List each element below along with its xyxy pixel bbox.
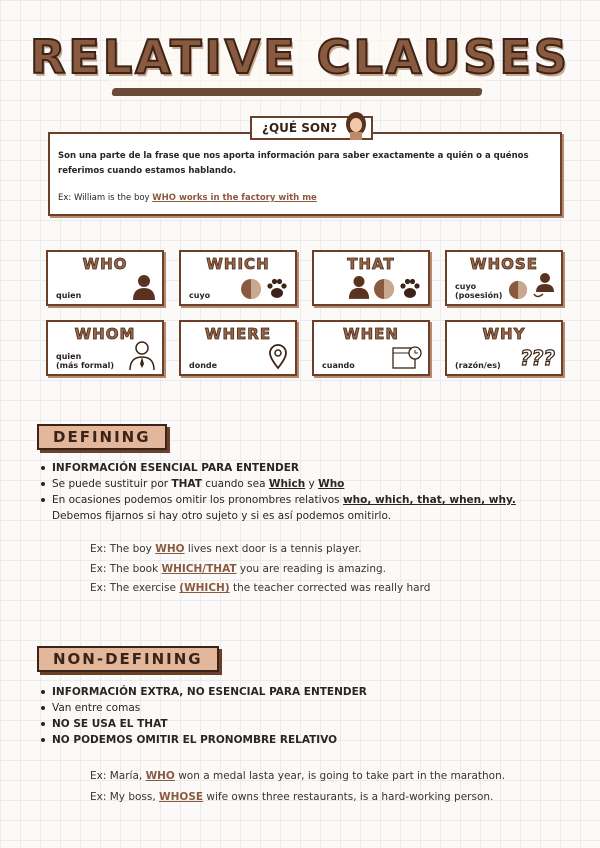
card-word: WHO [82, 255, 128, 273]
bullet-text: Which [268, 478, 306, 490]
ball-icon [373, 278, 395, 300]
question-marks-icon: ??? [520, 346, 555, 370]
list-item [38, 732, 558, 748]
definition-example-highlight: WHO works in the factory with me [152, 193, 317, 203]
non-defining-bullet: Van entre comas [52, 702, 141, 714]
card-meaning: cuyo (posesión) [455, 282, 503, 300]
list-item [38, 476, 558, 492]
card-why [445, 320, 563, 376]
non-defining-bullet: INFORMACIÓN EXTRA, NO ESENCIAL PARA ENTENDER [52, 686, 367, 698]
bullet-text: Who [318, 478, 345, 490]
card-meaning: quien [56, 291, 82, 300]
card-word: WHICH [206, 255, 270, 273]
definition-example [58, 192, 317, 204]
card-meaning: cuando [322, 361, 355, 370]
card-who [46, 250, 164, 306]
non-defining-example-1: Ex: María, WHO won a medal lasta year, is going to take part in the marathon. [90, 770, 506, 782]
paw-icon [265, 276, 289, 300]
bullet-text: Debemos fijarnos si hay otro sujeto y si es así podemos omitirlo. [52, 510, 392, 522]
calendar-icon [392, 344, 422, 370]
bullet-text: En ocasiones podemos omitir los pronombres relativos [52, 494, 343, 506]
defining-list [38, 460, 558, 524]
person-icon [132, 274, 156, 300]
definition-example-prefix: Ex: William is the boy [58, 193, 153, 203]
card-word: THAT [347, 255, 395, 273]
card-meaning: donde [189, 361, 218, 370]
card-word: WHY [482, 325, 526, 343]
non-defining-example-2: Ex: My boss, WHOSE wife owns three restaurants, is a hard-working person. [90, 791, 494, 803]
ball-icon [508, 280, 528, 300]
definition-tag-label: ¿QUÉ SON? [262, 121, 338, 135]
card-word: WHERE [204, 325, 272, 343]
location-pin-icon [267, 344, 289, 370]
paw-icon [398, 276, 422, 300]
non-defining-bullet: NO PODEMOS OMITIR EL PRONOMBRE RELATIVO [52, 734, 338, 746]
list-item [38, 492, 558, 524]
list-item [38, 684, 558, 700]
card-which [179, 250, 297, 306]
defining-bullet-1: INFORMACIÓN ESENCIAL PARA ENTENDER [52, 462, 299, 474]
card-word: WHOM [74, 325, 136, 343]
card-whose [445, 250, 563, 306]
card-whom [46, 320, 164, 376]
defining-example-1: Ex: The boy WHO lives next door is a tennis player. [90, 543, 362, 555]
list-item [38, 460, 558, 476]
bullet-text: who, which, that, when, why. [342, 494, 516, 506]
non-defining-list [38, 684, 558, 748]
defining-heading: DEFINING [37, 424, 167, 450]
bullet-text: Se puede sustituir por [52, 478, 172, 490]
businessman-icon [128, 340, 156, 370]
list-item [38, 716, 558, 732]
card-word: WHOSE [470, 255, 538, 273]
defining-example-2: Ex: The book WHICH/THAT you are reading is amazing. [90, 563, 386, 575]
title-underline [111, 88, 482, 96]
card-meaning: quien (más formal) [56, 352, 114, 370]
page-title: RELATIVE CLAUSES [29, 30, 570, 84]
defining-example-3: Ex: The exercise (WHICH) the teacher corrected was really hard [90, 582, 431, 594]
definition-text: Son una parte de la frase que nos aporta información para saber exactamente a quién o a quénos referimos cuando estamos hablando. [58, 151, 529, 176]
card-word: WHEN [343, 325, 399, 343]
bullet-text: THAT [171, 478, 202, 490]
girl-avatar-icon [343, 112, 369, 140]
card-that [312, 250, 430, 306]
card-meaning: (razón/es) [455, 361, 501, 370]
ball-icon [240, 278, 262, 300]
card-when [312, 320, 430, 376]
list-item [38, 700, 558, 716]
non-defining-bullet: NO SE USA EL THAT [52, 718, 168, 730]
non-defining-heading: NON-DEFINING [37, 646, 219, 672]
definition-tag [250, 116, 373, 140]
person-icon [348, 274, 370, 300]
card-where [179, 320, 297, 376]
bullet-text: y [305, 478, 319, 490]
bullet-text: cuando sea [201, 478, 269, 490]
card-meaning: cuyo [189, 291, 211, 300]
person-owner-icon [531, 272, 555, 300]
